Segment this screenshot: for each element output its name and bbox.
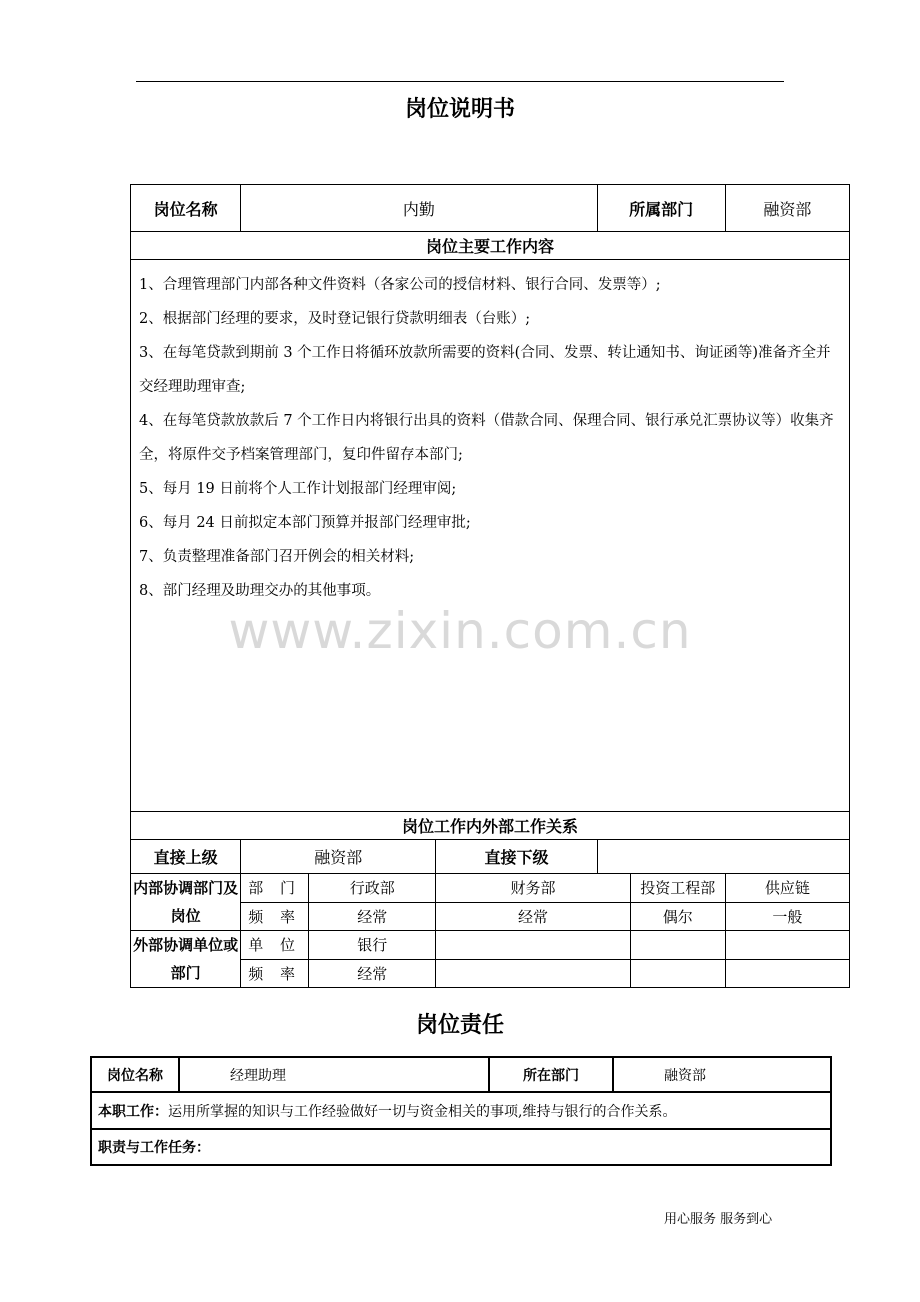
duties-heading: 岗位主要工作内容 bbox=[131, 232, 850, 260]
external-freq: 经常 bbox=[309, 959, 436, 988]
duty-item: 2、根据部门经理的要求，及时登记银行贷款明细表（台账）; bbox=[139, 311, 531, 327]
resp-position-label: 岗位名称 bbox=[91, 1057, 179, 1092]
footer-slogan: 用心服务 服务到心 bbox=[664, 1212, 773, 1227]
freq-col-label: 频 率 bbox=[241, 902, 309, 931]
responsibility-title: 岗位责任 bbox=[415, 1013, 504, 1038]
resp-dept-label: 所在部门 bbox=[489, 1057, 613, 1092]
duty-item: 4、在每笔贷款放款后 7 个工作日内将银行出具的资料（借款合同、保理合同、银行承兑汇票协议等）收集齐全，将原件交予档案管理部门，复印件留存本部门; bbox=[139, 413, 834, 463]
resp-position-value: 经理助理 bbox=[179, 1057, 489, 1092]
duty-item: 7、负责整理准备部门召开例会的相关材料; bbox=[139, 549, 415, 565]
watermark: www.zixin.com.cn bbox=[228, 602, 692, 660]
internal-dept: 投资工程部 bbox=[630, 874, 725, 903]
department-value: 融资部 bbox=[725, 185, 849, 232]
internal-freq: 一般 bbox=[725, 902, 849, 931]
unit-col-label: 单 位 bbox=[241, 931, 309, 960]
internal-freq: 经常 bbox=[309, 902, 436, 931]
dept-col-label: 部 门 bbox=[241, 874, 309, 903]
subordinate-value bbox=[597, 840, 849, 874]
job-description-table bbox=[130, 184, 850, 988]
duty-item: 6、每月 24 日前拟定本部门预算并报部门经理审批; bbox=[139, 515, 471, 531]
superior-label: 直接上级 bbox=[131, 840, 241, 874]
subordinate-label: 直接下级 bbox=[436, 840, 597, 874]
internal-dept: 财务部 bbox=[436, 874, 630, 903]
superior-value: 融资部 bbox=[241, 840, 436, 874]
external-empty bbox=[725, 931, 849, 960]
freq-col-label: 频 率 bbox=[241, 959, 309, 988]
external-unit: 银行 bbox=[309, 931, 436, 960]
internal-freq: 经常 bbox=[436, 902, 630, 931]
position-name-label: 岗位名称 bbox=[131, 185, 241, 232]
internal-coordination-label: 内部协调部门及岗位 bbox=[131, 874, 241, 931]
duties-tasks-label: 职责与工作任务： bbox=[91, 1129, 831, 1165]
duty-item: 1、合理管理部门内部各种文件资料（各家公司的授信材料、银行合同、发票等）; bbox=[139, 277, 661, 293]
main-work-label: 本职工作： bbox=[98, 1103, 168, 1120]
header-rule bbox=[136, 81, 784, 82]
external-empty bbox=[436, 931, 630, 960]
internal-freq: 偶尔 bbox=[630, 902, 725, 931]
main-work-value: 运用所掌握的知识与工作经验做好一切与资金相关的事项,维持与银行的合作关系。 bbox=[168, 1103, 677, 1120]
duty-item: 5、每月 19 日前将个人工作计划报部门经理审阅; bbox=[139, 481, 457, 497]
duties-list bbox=[131, 260, 850, 812]
relations-heading: 岗位工作内外部工作关系 bbox=[131, 812, 850, 840]
duty-item: 8、部门经理及助理交办的其他事项。 bbox=[139, 583, 381, 599]
external-empty bbox=[725, 959, 849, 988]
responsibility-table bbox=[90, 1056, 832, 1166]
department-label: 所属部门 bbox=[597, 185, 725, 232]
position-name-value: 内勤 bbox=[241, 185, 597, 232]
duty-item: 3、在每笔贷款到期前 3 个工作日将循环放款所需要的资料(合同、发票、转让通知书、询证函等)准备齐全并交经理助理审查; bbox=[139, 345, 831, 395]
page-title: 岗位说明书 bbox=[404, 97, 515, 122]
external-empty bbox=[436, 959, 630, 988]
external-empty bbox=[630, 931, 725, 960]
external-empty bbox=[630, 959, 725, 988]
resp-dept-value: 融资部 bbox=[613, 1057, 831, 1092]
external-coordination-label: 外部协调单位或部门 bbox=[131, 931, 241, 988]
internal-dept: 行政部 bbox=[309, 874, 436, 903]
internal-dept: 供应链 bbox=[725, 874, 849, 903]
main-work-row bbox=[91, 1092, 831, 1129]
